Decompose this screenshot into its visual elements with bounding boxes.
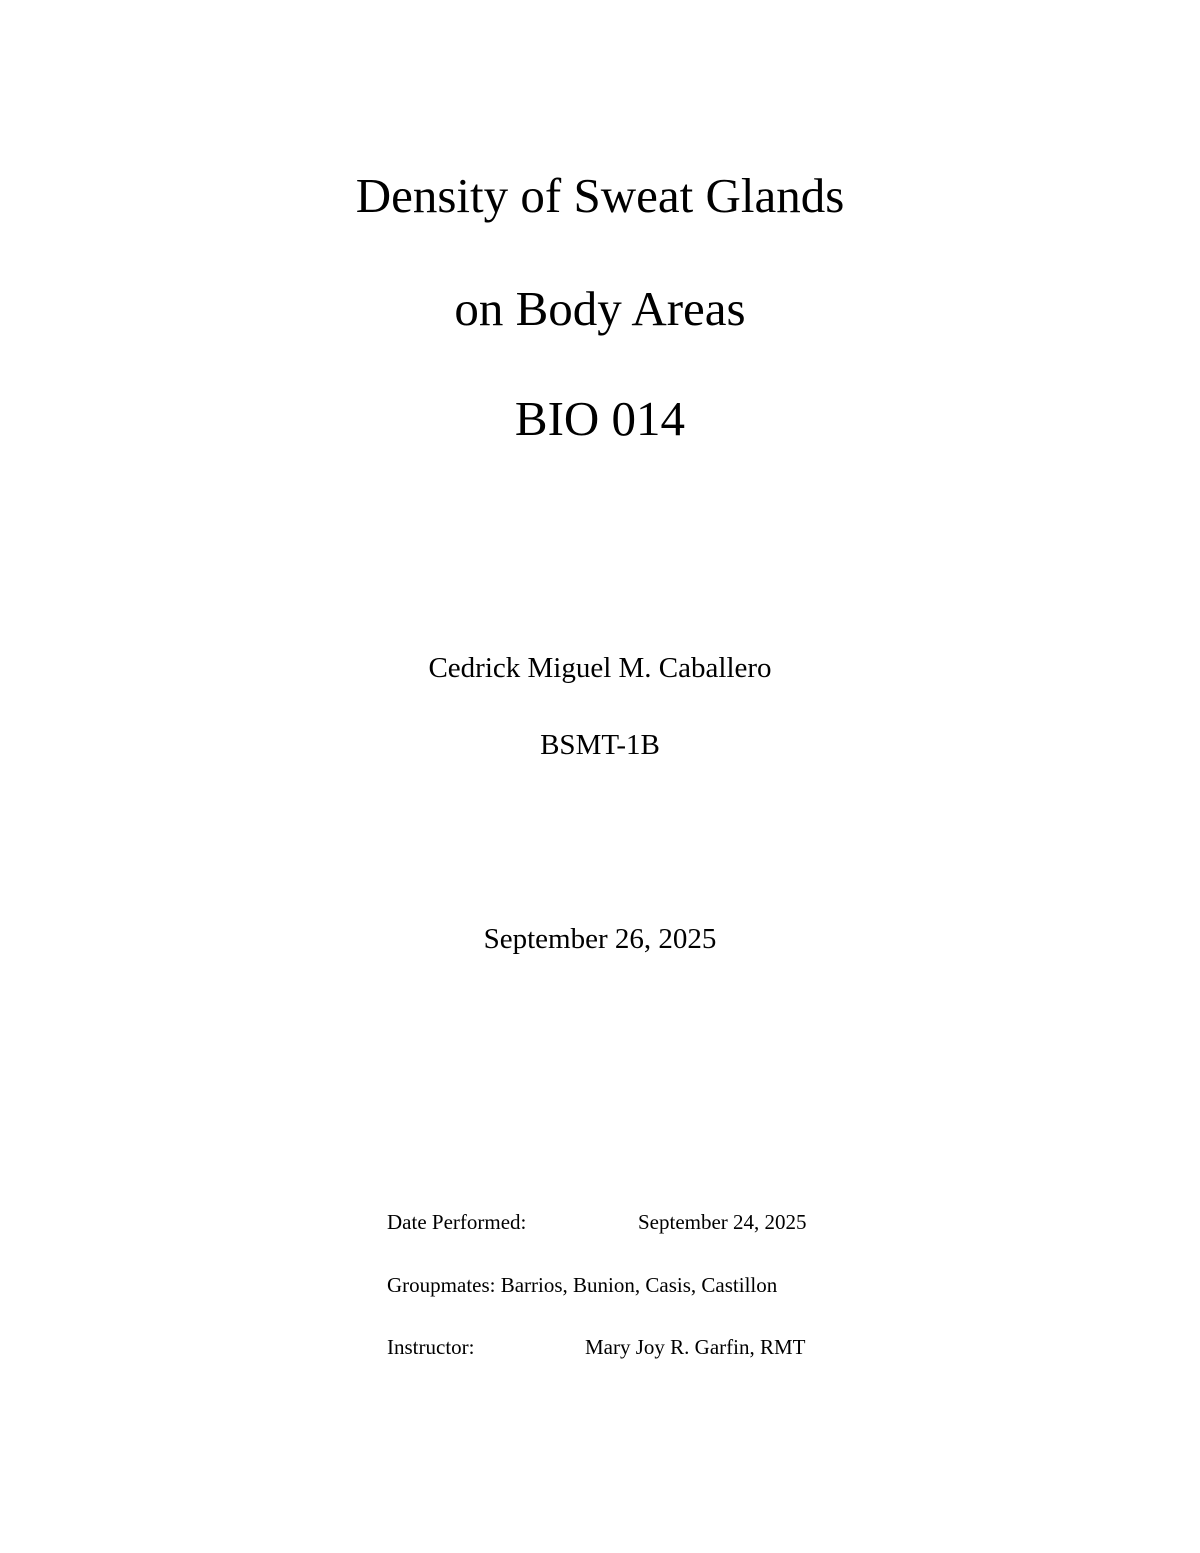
title-line-2: on Body Areas <box>454 281 746 336</box>
submission-date: September 26, 2025 <box>483 923 717 955</box>
instructor-value: Mary Joy R. Garfin, RMT <box>585 1335 806 1359</box>
groupmates-label: Groupmates: <box>387 1273 496 1297</box>
groupmates-value: Barrios, Bunion, Casis, Castillon <box>500 1273 778 1297</box>
instructor-label: Instructor: <box>387 1335 475 1359</box>
date-performed-value: September 24, 2025 <box>638 1210 807 1234</box>
author-name: Cedrick Miguel M. Caballero <box>428 652 772 684</box>
course-code: BIO 014 <box>514 391 686 446</box>
groupmates-row <box>387 1271 847 1299</box>
title-line-1: Density of Sweat Glands <box>355 168 845 223</box>
date-performed-label: Date Performed: <box>387 1210 527 1234</box>
author-section: BSMT-1B <box>540 729 660 761</box>
